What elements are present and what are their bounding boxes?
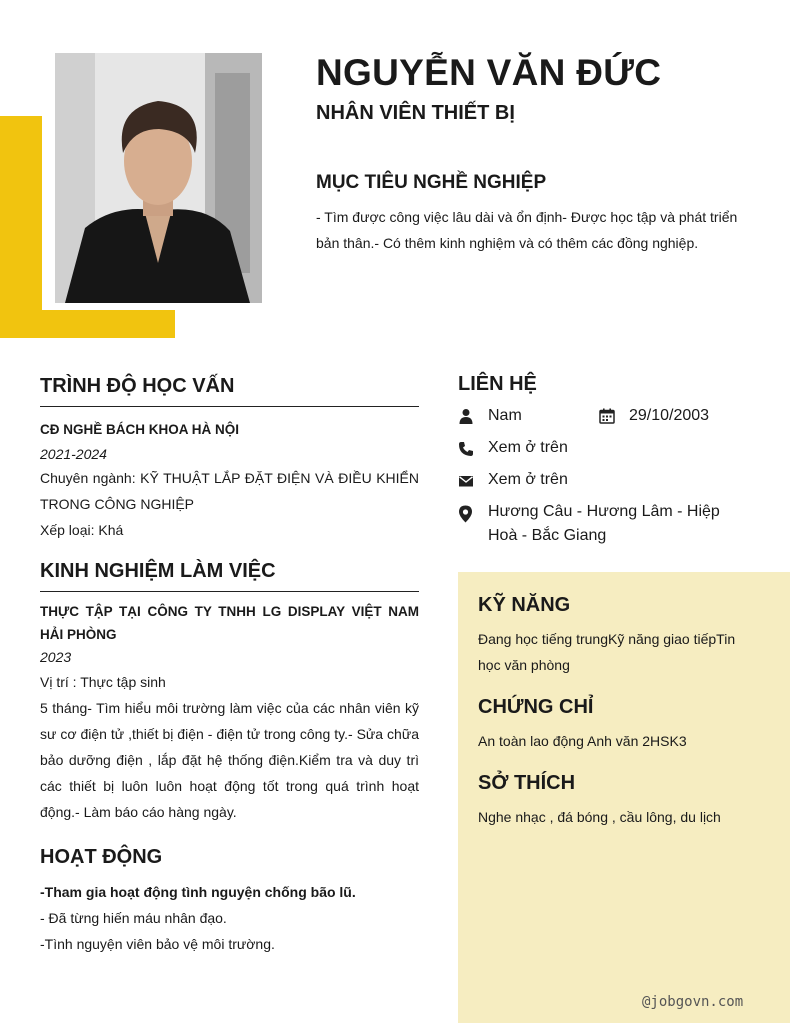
experience-heading: KINH NGHIỆM LÀM VIỆC bbox=[40, 560, 419, 592]
skills-heading: KỸ NĂNG bbox=[478, 594, 571, 616]
phone-value: Xem ở trên bbox=[488, 439, 568, 456]
mail-icon bbox=[458, 473, 474, 489]
activities-section bbox=[40, 846, 419, 957]
activity-item: -Tình nguyện viên bảo vệ môi trường. bbox=[40, 936, 275, 952]
job-title: NHÂN VIÊN THIẾT BỊ bbox=[316, 102, 515, 124]
email-value: Xem ở trên bbox=[488, 471, 568, 488]
hobbies-heading: SỞ THÍCH bbox=[478, 772, 576, 794]
education-heading: TRÌNH ĐỘ HỌC VẤN bbox=[40, 375, 419, 407]
calendar-icon bbox=[599, 408, 615, 424]
activity-item: -Tham gia hoạt động tình nguyện chống bão lũ. bbox=[40, 884, 356, 900]
experience-position: Vị trí : Thực tập sinh bbox=[40, 674, 166, 690]
education-years: 2021-2024 bbox=[40, 446, 107, 462]
accent-bar-foot bbox=[0, 310, 175, 338]
experience-section bbox=[40, 560, 419, 825]
hobbies-text: Nghe nhạc , đá bóng , cầu lông, du lịch bbox=[478, 809, 721, 825]
school-name: CĐ NGHỀ BÁCH KHOA HÀ NỘI bbox=[40, 422, 239, 437]
experience-year: 2023 bbox=[40, 649, 72, 665]
education-section bbox=[40, 375, 419, 543]
candidate-name: NGUYỄN VĂN ĐỨC bbox=[316, 52, 662, 93]
gender-value: Nam bbox=[488, 407, 522, 424]
objective-heading: MỤC TIÊU NGHỀ NGHIỆP bbox=[316, 172, 547, 193]
activities-heading: HOẠT ĐỘNG bbox=[40, 846, 163, 868]
education-grade: Xếp loại: Khá bbox=[40, 522, 124, 538]
address-value: Hương Câu - Hương Lâm - Hiệp Hoà - Bắc Giang bbox=[488, 503, 720, 544]
activity-item: - Đã từng hiến máu nhân đạo. bbox=[40, 910, 227, 926]
certificates-heading: CHỨNG CHỈ bbox=[478, 696, 594, 718]
watermark: @jobgovn.com bbox=[642, 994, 744, 1010]
certificates-text: An toàn lao động Anh văn 2HSK3 bbox=[478, 733, 687, 749]
experience-company: THỰC TẬP TẠI CÔNG TY TNHH LG DISPLAY VIỆT NAM HẢI PHÒNG bbox=[40, 604, 419, 642]
accent-bar bbox=[0, 116, 42, 338]
objective-text: - Tìm được công việc lâu dài và ổn định- Được học tập và phát triển bản thân.- Có thêm kinh nghiệm và có thêm các đồng nghiệp. bbox=[316, 209, 738, 251]
phone-icon bbox=[458, 441, 474, 457]
location-pin-icon bbox=[457, 505, 474, 523]
skills-text: Đang học tiếng trungKỹ năng giao tiếpTin học văn phòng bbox=[478, 631, 736, 673]
profile-photo bbox=[55, 53, 262, 303]
contact-heading: LIÊN HỆ bbox=[458, 373, 537, 395]
experience-description: 5 tháng- Tìm hiểu môi trường làm việc của các nhân viên kỹ sư cơ điện tử ,thiết bị điện - điện tử trong công ty.- Sửa chữa bảo dưỡng điện , lắp đặt hệ thống điện.Kiểm tra và duy trì các thiết bị luôn luôn hoạt động tốt trong quá trình hoạt động.- Làm báo cáo hàng ngày. bbox=[40, 700, 419, 820]
education-major: Chuyên ngành: KỸ THUẬT LẮP ĐẶT ĐIỆN VÀ ĐIỀU KHIỂN TRONG CÔNG NGHIỆP bbox=[40, 470, 419, 512]
birthday-value: 29/10/2003 bbox=[629, 407, 710, 424]
person-icon bbox=[458, 408, 474, 424]
